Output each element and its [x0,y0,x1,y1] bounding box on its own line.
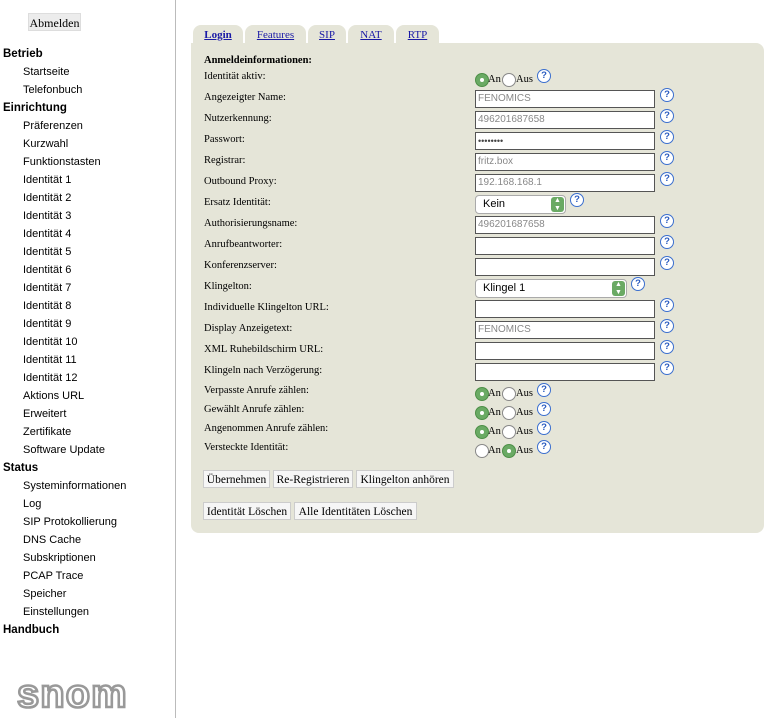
tab-sip[interactable]: SIP [308,25,346,43]
radio-label-aus: Aus [516,426,533,437]
radio-label-an: An [488,407,501,418]
ring-test-button[interactable]: Klingelton anhören [356,470,454,488]
snom-logo [17,674,150,714]
radio-identitaet-aktiv-an[interactable] [475,73,489,87]
radio-label-an: An [488,426,501,437]
input-angezeigter-name[interactable]: FENOMICS [475,90,655,108]
tab-features[interactable]: Features [245,25,306,43]
nav-item-identitaet-8[interactable]: Identität 8 [23,300,72,312]
label-anrufbeantworter: Anrufbeantworter: [204,239,283,250]
input-outbound-proxy[interactable]: 192.168.168.1 [475,174,655,192]
input-nutzerkennung[interactable]: 496201687658 [475,111,655,129]
help-icon[interactable]: ? [660,319,674,333]
input-klingelton-url[interactable] [475,300,655,318]
help-icon[interactable]: ? [570,193,584,207]
input-klingeln-nach-verzoegerung[interactable] [475,363,655,381]
help-icon[interactable]: ? [660,256,674,270]
input-passwort[interactable]: •••••••• [475,132,655,150]
label-display-anzeigetext: Display Anzeigetext: [204,323,293,334]
help-icon[interactable]: ? [660,361,674,375]
label-xml-ruhebildschirm-url: XML Ruhebildschirm URL: [204,344,324,355]
nav-item-identitaet-4[interactable]: Identität 4 [23,228,72,240]
delete-all-identities-button[interactable]: Alle Identitäten Löschen [294,502,417,520]
radio-angenommen-aus[interactable] [502,425,516,439]
nav-item-startseite[interactable]: Startseite [23,66,70,78]
help-icon[interactable]: ? [660,151,674,165]
chevron-up-down-icon: ▲ ▼ [551,197,564,212]
label-ersatz-identitaet: Ersatz Identität: [204,197,271,208]
label-angezeigter-name: Angezeigter Name: [204,92,286,103]
input-authorisierungsname[interactable]: 496201687658 [475,216,655,234]
delete-identity-button[interactable]: Identität Löschen [203,502,291,520]
label-versteckte-identitaet: Versteckte Identität: [204,442,289,453]
chevron-up-down-icon: ▲ ▼ [612,281,625,296]
help-icon[interactable]: ? [660,214,674,228]
sidebar [0,0,176,718]
radio-angenommen-an[interactable] [475,425,489,439]
radio-versteckte-an[interactable] [475,444,489,458]
label-passwort: Passwort: [204,134,245,145]
nav-item-systeminformationen[interactable]: Systeminformationen [23,480,127,492]
radio-identitaet-aktiv-aus[interactable] [502,73,516,87]
nav-item-identitaet-10[interactable]: Identität 10 [23,336,78,348]
input-anrufbeantworter[interactable] [475,237,655,255]
help-icon[interactable]: ? [660,130,674,144]
radio-label-an: An [488,445,501,456]
logout-button[interactable]: Abmelden [28,13,81,31]
label-konferenzserver: Konferenzserver: [204,260,277,271]
reregister-button[interactable]: Re-Registrieren [273,470,353,488]
label-identitaet-aktiv: Identität aktiv: [204,71,266,82]
nav-item-kurzwahl[interactable]: Kurzwahl [23,138,69,150]
radio-verpasste-aus[interactable] [502,387,516,401]
help-icon[interactable]: ? [537,440,551,454]
nav-item-pcap-trace[interactable]: PCAP Trace [23,570,84,582]
svg-text:snom: snom [17,674,128,714]
nav-item-telefonbuch[interactable]: Telefonbuch [23,84,83,96]
nav-item-identitaet-1[interactable]: Identität 1 [23,174,72,186]
help-icon[interactable]: ? [660,172,674,186]
label-gewaehlt-anrufe: Gewählt Anrufe zählen: [204,404,305,415]
radio-versteckte-aus[interactable] [502,444,516,458]
nav-item-praeferenzen[interactable]: Präferenzen [23,120,83,132]
nav-item-erweitert[interactable]: Erweitert [23,408,67,420]
label-klingeln-nach-verzoegerung: Klingeln nach Verzögerung: [204,365,323,376]
nav-item-identitaet-7[interactable]: Identität 7 [23,282,72,294]
input-registrar[interactable]: fritz.box [475,153,655,171]
nav-item-identitaet-2[interactable]: Identität 2 [23,192,72,204]
label-authorisierungsname: Authorisierungsname: [204,218,298,229]
label-registrar: Registrar: [204,155,246,166]
help-icon[interactable]: ? [660,340,674,354]
radio-verpasste-an[interactable] [475,387,489,401]
tab-nat[interactable]: NAT [348,25,394,43]
nav-item-software-update[interactable]: Software Update [23,444,105,456]
section-heading: Anmeldeinformationen: [204,55,312,66]
radio-gewaehlt-aus[interactable] [502,406,516,420]
nav-item-identitaet-6[interactable]: Identität 6 [23,264,72,276]
tab-login[interactable]: Login [193,25,243,43]
label-outbound-proxy: Outbound Proxy: [204,176,277,187]
input-xml-ruhebildschirm-url[interactable] [475,342,655,360]
nav-item-identitaet-11[interactable]: Identität 11 [23,354,77,366]
nav-item-dns-cache[interactable]: DNS Cache [23,534,82,546]
nav-item-einstellungen[interactable]: Einstellungen [23,606,90,618]
help-icon[interactable]: ? [537,421,551,435]
label-klingelton-url: Individuelle Klingelton URL: [204,302,329,313]
help-icon[interactable]: ? [660,109,674,123]
nav-item-identitaet-5[interactable]: Identität 5 [23,246,72,258]
nav-section-status[interactable]: Status [3,462,39,474]
radio-label-aus: Aus [516,407,533,418]
nav-item-identitaet-12[interactable]: Identität 12 [23,372,78,384]
help-icon[interactable]: ? [537,383,551,397]
select-klingelton[interactable] [475,279,627,298]
help-icon[interactable]: ? [660,298,674,312]
label-nutzerkennung: Nutzerkennung: [204,113,272,124]
select-ersatz-identitaet[interactable] [475,195,566,214]
label-verpasste-anrufe: Verpasste Anrufe zählen: [204,385,309,396]
nav-item-identitaet-3[interactable]: Identität 3 [23,210,72,222]
help-icon[interactable]: ? [537,402,551,416]
nav-item-funktionstasten[interactable]: Funktionstasten [23,156,101,168]
radio-label-an: An [488,74,501,85]
label-klingelton: Klingelton: [204,281,252,292]
help-icon[interactable]: ? [537,69,551,83]
radio-label-an: An [488,388,501,399]
nav-item-identitaet-9[interactable]: Identität 9 [23,318,72,330]
sidebar-nav [0,45,175,639]
radio-label-aus: Aus [516,74,533,85]
nav-item-aktions-url[interactable]: Aktions URL [23,390,85,402]
nav-item-subskriptionen[interactable]: Subskriptionen [23,552,96,564]
nav-item-sip-protokollierung[interactable]: SIP Protokollierung [23,516,117,528]
input-display-anzeigetext[interactable]: FENOMICS [475,321,655,339]
help-icon[interactable]: ? [660,235,674,249]
nav-item-speicher[interactable]: Speicher [23,588,67,600]
select-value: Klingel 1 [483,282,526,294]
help-icon[interactable]: ? [660,88,674,102]
nav-item-log[interactable]: Log [23,498,42,510]
tab-rtp[interactable]: RTP [396,25,439,43]
radio-label-aus: Aus [516,388,533,399]
apply-button[interactable]: Übernehmen [203,470,270,488]
radio-label-aus: Aus [516,445,533,456]
nav-item-zertifikate[interactable]: Zertifikate [23,426,72,438]
nav-section-einrichtung[interactable]: Einrichtung [3,102,67,114]
label-angenommen-anrufe: Angenommen Anrufe zählen: [204,423,329,434]
select-value: Kein [483,198,506,210]
radio-gewaehlt-an[interactable] [475,406,489,420]
help-icon[interactable]: ? [631,277,645,291]
nav-section-betrieb[interactable]: Betrieb [3,48,43,60]
input-konferenzserver[interactable] [475,258,655,276]
nav-section-handbuch[interactable]: Handbuch [3,624,60,636]
